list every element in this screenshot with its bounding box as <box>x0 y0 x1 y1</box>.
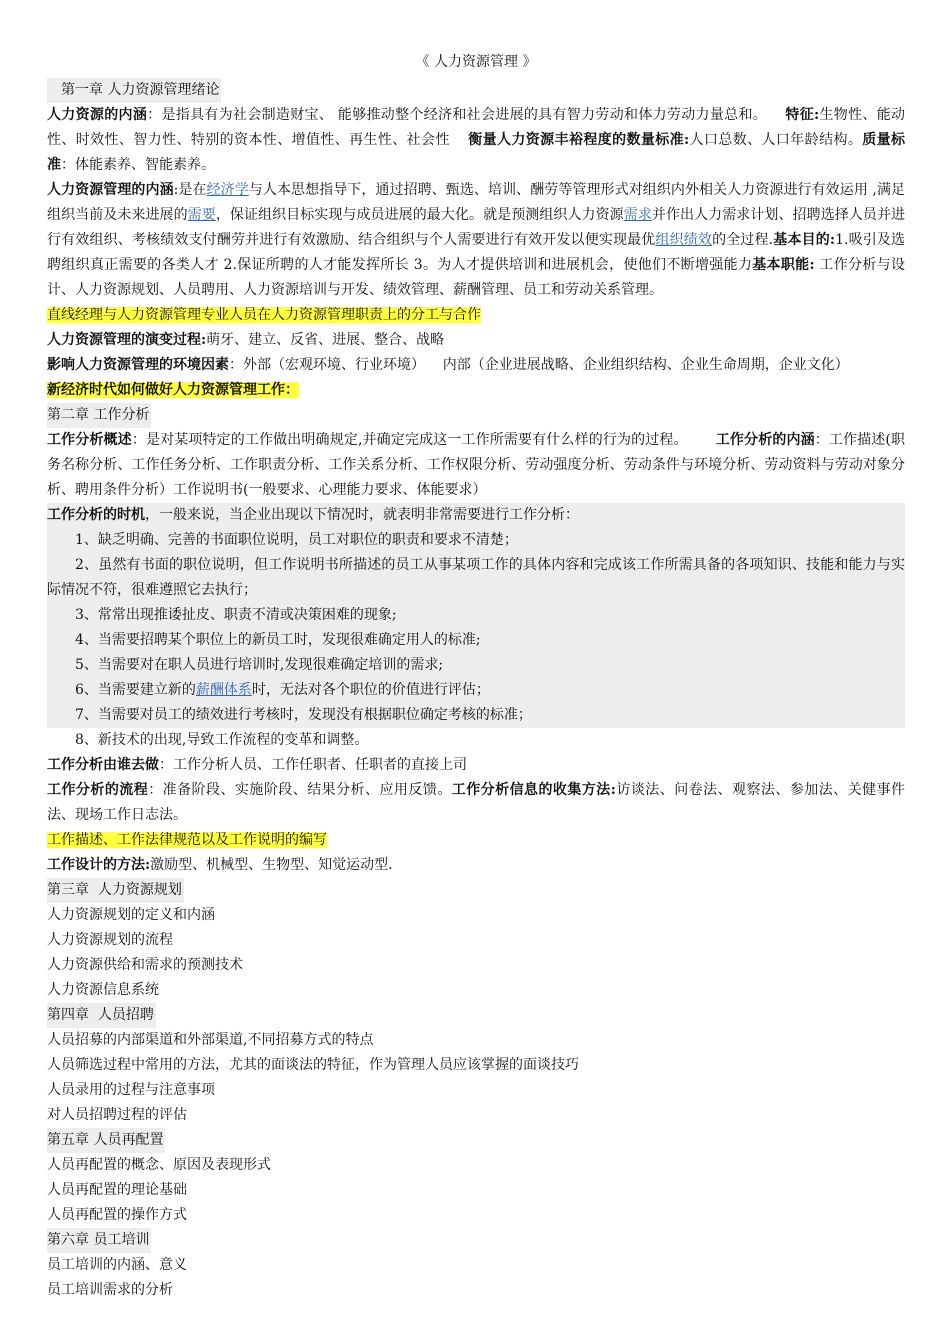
quality-standard-text: ：体能素养、智能素养。 <box>61 157 215 173</box>
list-item-text: 6、当需要建立新的 <box>75 682 196 698</box>
hr-definition-paragraph <box>47 103 905 178</box>
hr-meaning-label: 人力资源的内涵 <box>47 107 148 123</box>
document-title: 《 人力资源管理 》 <box>415 54 537 70</box>
list-item: 人员再配置的操作方式 <box>47 1207 187 1223</box>
chapter-1-heading: 第一章 人力资源管理绪论 <box>47 78 221 103</box>
hrm-text-part: 与人本思想指导下，通过招聘、甄选、培训、酬劳等管理形式对组织内外相关人力资源进行有效运用 ,满足组织当前及未来进展的 <box>47 182 906 223</box>
list-item: 8、新技术的出现,导致工作流程的变革和调整。 <box>75 732 369 748</box>
job-analysis-overview-paragraph <box>47 428 905 503</box>
chapter-1-heading-row <box>47 78 905 103</box>
process-text: ：准备阶段、实施阶段、结果分析、应用反馈。 <box>148 782 452 798</box>
content-text: ：工作描述(职务名称分析、工作任务分析、工作职责分析、工作关系分析、工作权限分析、劳动强度分析、劳动条件与环境分析、劳动资料与劳动对象分析、聘用条件分析）工作说明书(一般要求、心理能力要求、体能要求） <box>47 432 906 498</box>
list-item <box>47 678 905 703</box>
list-item: 4、当需要招聘某个职位上的新员工时，发现很难确定用人的标准; <box>75 632 481 648</box>
who-label: 工作分析由谁去做 <box>47 757 159 773</box>
salary-system-link[interactable]: 薪酬体系 <box>195 682 252 698</box>
list-item: 2、虽然有书面的职位说明，但工作说明书所描述的员工从事某项工作的具体内容和完成该工作所需具备的各项知识、技能和能力与实际情况不符，很难遵照它去执行； <box>47 557 905 598</box>
evolution-label: 人力资源管理的演变过程: <box>47 332 207 348</box>
basic-function-label: 基本职能: <box>752 257 815 273</box>
who-text: ：工作分析人员、工作任职者、任职者的直接上司 <box>159 757 467 773</box>
highlighted-topic: 新经济时代如何做好人力资源管理工作： <box>47 382 299 398</box>
basic-goal-label: 基本目的: <box>773 232 836 248</box>
list-item: 7、当需要对员工的绩效进行考核时，发现没有根据职位确定考核的标准； <box>75 707 532 723</box>
highlighted-topic: 直线经理与人力资源管理专业人员在人力资源管理职责上的分工与合作 <box>47 307 481 323</box>
list-item: 员工培训需求的分析 <box>47 1282 173 1298</box>
highlighted-topic: 工作描述、工作法律规范以及工作说明的编写 <box>47 832 327 848</box>
list-item: 人力资源规划的流程 <box>47 932 173 948</box>
overview-label: 工作分析概述 <box>47 432 132 448</box>
methods-label: 工作分析信息的收集方法: <box>451 782 616 798</box>
design-line <box>47 853 905 878</box>
environment-label: 影响人力资源管理的环境因素 <box>47 357 229 373</box>
list-item: 人力资源规划的定义和内涵 <box>47 907 215 923</box>
chapter-5-heading-row <box>47 1128 905 1153</box>
traits-text: 生物性、能动性、时效性、智力性、特别的资本性、增值性、再生性、社会性 <box>47 107 906 148</box>
list-item: 人员招募的内部渠道和外部渠道,不同招募方式的特点 <box>47 1032 374 1048</box>
chapter-3-heading: 第三章 人力资源规划 <box>47 878 184 903</box>
evolution-text: 萌牙、建立、反省、进展、整合、战略 <box>206 332 445 348</box>
quality-standard-label: 质量标准 <box>47 132 906 173</box>
org-performance-link[interactable]: 组织绩效 <box>655 232 713 248</box>
design-text: 激励型、机械型、生物型、知觉运动型. <box>150 857 393 873</box>
list-item: 员工培训的内涵、意义 <box>47 1257 187 1273</box>
list-item: 1、缺乏明确、完善的书面职位说明，员工对职位的职责和要求不清楚； <box>75 532 518 548</box>
basic-goal-text: 1.吸引及选聘组织真正需要的各类人才 2.保证所聘的人才能发挥所长 3。为人才提供培训和进展机会，使他们不断增强能力 <box>47 232 906 273</box>
hrm-text-part: 并作出人力需求计划、招聘选择人员并进行有效组织、考核绩效支付酬劳并进行有效激励、结合组织与个人需要进行有效开发以便实现最优 <box>47 207 906 248</box>
timing-line <box>47 503 905 528</box>
process-label: 工作分析的流程 <box>47 782 149 798</box>
list-item-text: 时，无法对各个职位的价值进行评估； <box>251 682 490 698</box>
hr-meaning-text: ：是指具有为社会制造财宝、 能够推动整个经济和社会进展的具有智力劳动和体力劳动力量总和。 <box>147 107 768 123</box>
content-label: 工作分析的内涵 <box>715 432 815 448</box>
chapter-6-heading: 第六章 员工培训 <box>47 1228 151 1253</box>
chapter-6-heading-row <box>47 1228 905 1253</box>
list-item: 人员再配置的概念、原因及表现形式 <box>47 1157 271 1173</box>
highlight-line-new-economy <box>47 378 905 403</box>
design-label: 工作设计的方法: <box>47 857 151 873</box>
chapter-5-heading: 第五章 人员再配置 <box>47 1128 165 1153</box>
list-item: 人力资源供给和需求的预测技术 <box>47 957 243 973</box>
list-item: 人力资源信息系统 <box>47 982 159 998</box>
list-item: 5、当需要对在职人员进行培训时,发现很难确定培训的需求; <box>75 657 444 673</box>
chapter-2-heading: 第二章 工作分析 <box>47 403 151 428</box>
overview-text: ：是对某项特定的工作做出明确规定,并确定完成这一工作所需要有什么样的行为的过程。 <box>131 432 688 448</box>
chapter-3-heading-row <box>47 878 905 903</box>
chapter-2-heading-row <box>47 403 905 428</box>
quantity-standard-label: 衡量人力资源丰裕程度的数量标准: <box>467 132 690 148</box>
environment-text: ：外部（宏观环境、行业环境） 内部（企业进展战略、企业组织结构、企业生命周期，企业文化） <box>229 357 849 373</box>
highlight-line-division <box>47 303 905 328</box>
quantity-standard-text: 人口总数、人口年龄结构。 <box>689 132 863 148</box>
who-line <box>47 753 905 778</box>
list-item: 人员录用的过程与注意事项 <box>47 1082 215 1098</box>
highlight-line-job-description <box>47 828 905 853</box>
chapter-4-heading: 第四章 人员招聘 <box>47 1003 156 1028</box>
timing-label: 工作分析的时机 <box>47 507 145 523</box>
hrm-text-part: 的全过程. <box>712 232 774 248</box>
basic-function-text: 工作分析与设计、人力资源规划、人员聘用、人力资源培训与开发、绩效管理、薪酬管理、员工和劳动关系管理。 <box>47 257 905 298</box>
timing-block <box>47 503 905 728</box>
evolution-line <box>47 328 905 353</box>
process-paragraph <box>47 778 905 828</box>
list-item: 对人员招聘过程的评估 <box>47 1107 187 1123</box>
demand-link[interactable]: 需求 <box>623 207 652 223</box>
hrm-definition-paragraph <box>47 178 905 303</box>
methods-text: 访谈法、问卷法、观察法、参加法、关健事件法、现场工作日志法。 <box>47 782 906 823</box>
traits-label: 特征: <box>785 107 820 123</box>
needs-link[interactable]: 需要 <box>187 207 216 223</box>
list-item: 3、常常出现推诿扯皮、职责不清或决策困难的现象; <box>75 607 397 623</box>
hrm-text-part: :是在 <box>173 182 207 198</box>
list-item: 人员筛选过程中常用的方法，尤其的面谈法的特征，作为管理人员应该掌握的面谈技巧 <box>47 1057 579 1073</box>
timing-text: ，一般来说，当企业出现以下情况时，就表明非常需要进行工作分析： <box>145 507 579 523</box>
list-item: 人员再配置的理论基础 <box>47 1182 187 1198</box>
hrm-text-part: ，保证组织目标实现与成员进展的最大化。就是预测组织人力资源 <box>215 207 624 223</box>
hrm-meaning-label: 人力资源管理的内涵 <box>47 182 174 198</box>
environment-line <box>47 353 905 378</box>
chapter-4-heading-row <box>47 1003 905 1028</box>
economics-link[interactable]: 经济学 <box>206 182 249 198</box>
